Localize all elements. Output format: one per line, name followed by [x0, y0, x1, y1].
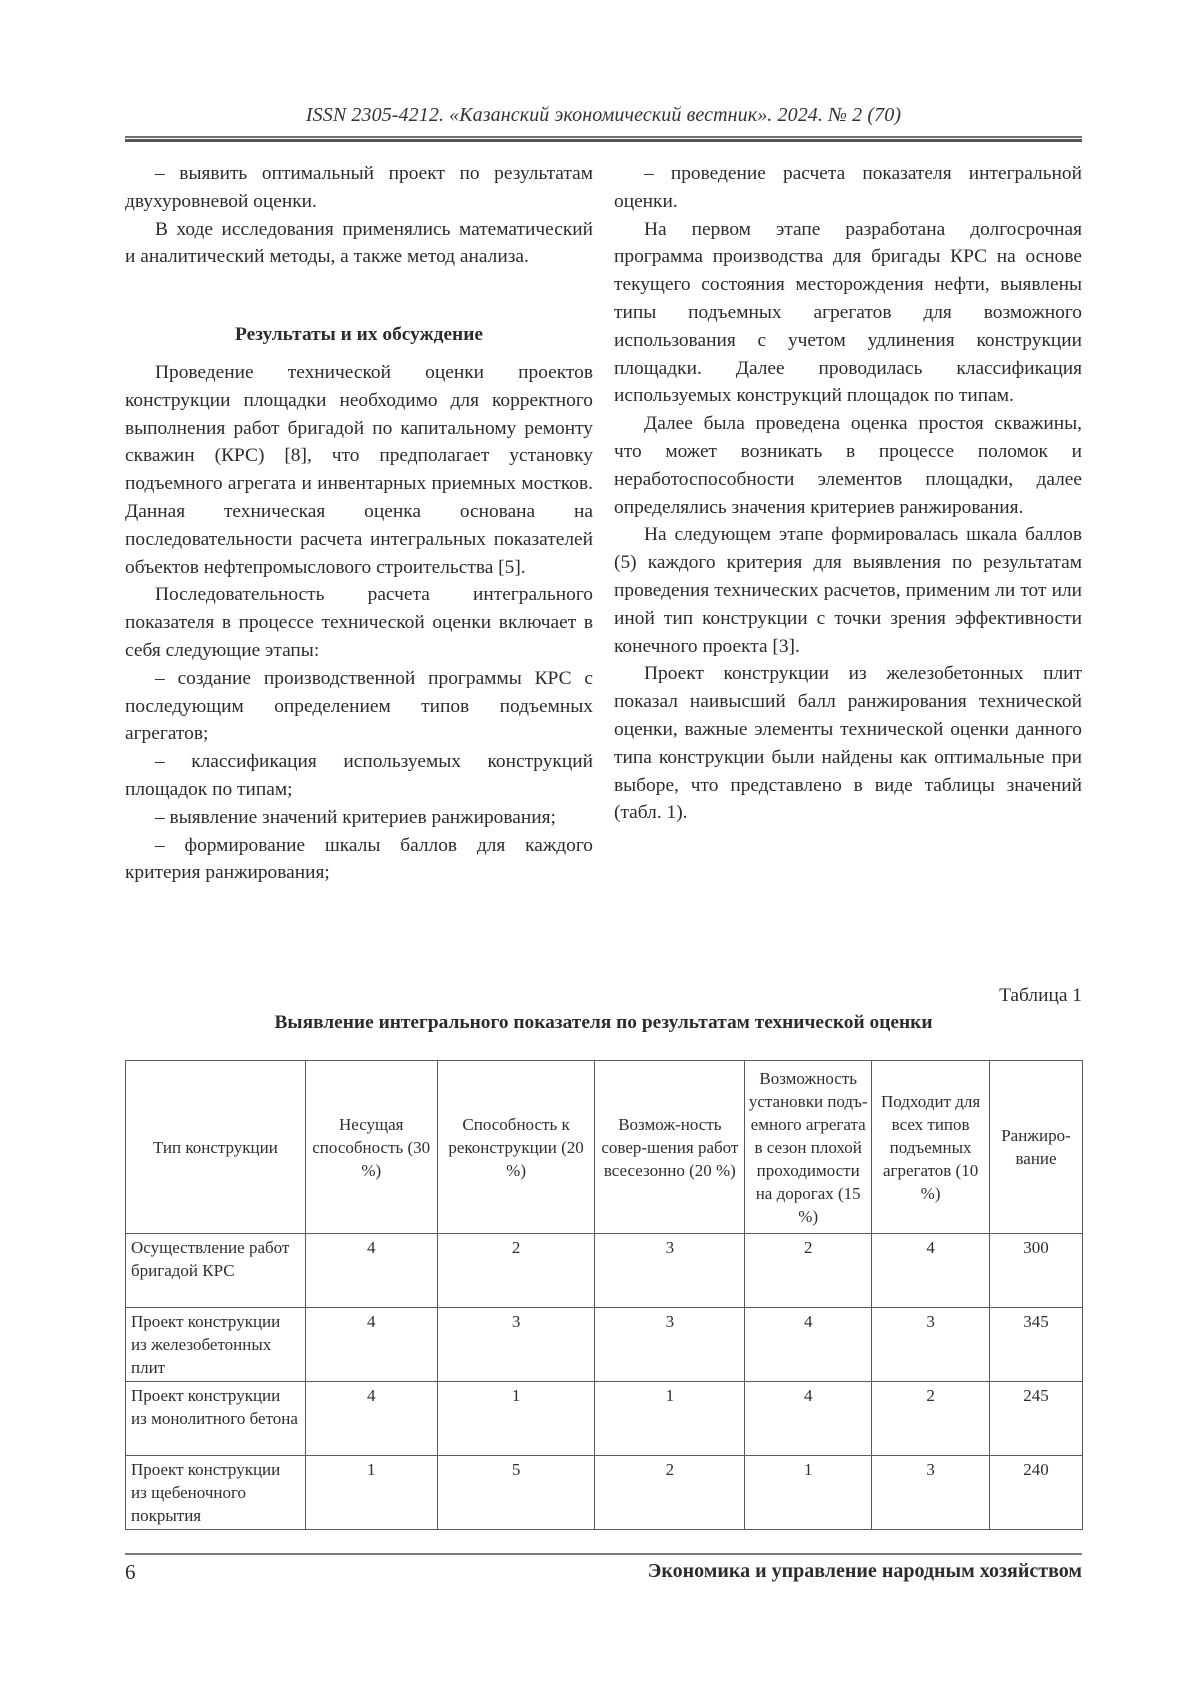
header-rule-thin	[125, 136, 1082, 138]
table-caption: Выявление интегрального показателя по результатам технической оценки	[274, 1012, 933, 1033]
cell-value: 4	[745, 1308, 872, 1382]
cell-value: 5	[437, 1456, 595, 1530]
table-header-row	[126, 1061, 1083, 1234]
cell-value: 3	[872, 1456, 990, 1530]
cell-value: 3	[437, 1308, 595, 1382]
table-row	[126, 1308, 1083, 1382]
cell-value: 1	[437, 1382, 595, 1456]
left-column	[125, 160, 593, 887]
paragraph: Последовательность расчета интегрального показателя в процессе технической оценки включает в себя следующие этапы:	[125, 584, 593, 661]
cell-value: 3	[595, 1234, 745, 1308]
column-header-load-capacity: Несущая способность (30 %)	[305, 1061, 437, 1234]
running-header: ISSN 2305-4212. «Казанский экономический вестник». 2024. № 2 (70)	[305, 104, 902, 126]
cell-value: 2	[745, 1234, 872, 1308]
cell-ranking: 245	[990, 1382, 1083, 1456]
table-row	[126, 1456, 1083, 1530]
row-name: Проект конструкции из железобетонных плит	[126, 1308, 306, 1382]
paragraph: Проект конструкции из железобетонных плит показал наивысший балл ранжирования технической оценки, важные элементы технической оценки данного типа конструкции были найдены как оптимальные при выборе, что представлено в виде таблицы значений (табл. 1).	[614, 663, 1082, 824]
paragraph: Далее была проведена оценка простоя скважины, что может возникать в процессе поломок и неработоспособности элементов площадки, далее определялись значения критериев ранжирования.	[614, 413, 1082, 518]
paragraph: На первом этапе разработана долгосрочная программа производства для бригады КРС на основе текущего состояния месторождения нефти, выявлены типы подъемных агрегатов для возможного использования с учетом удлинения конструкции площадки. Далее проводилась классификация используемых конструкций площадок по типам.	[614, 218, 1082, 407]
paragraph: Проведение технической оценки проектов конструкции площадки необходимо для корректного выполнения работ бригадой по капитальному ремонту скважин (КРС) [8], что предполагает установку подъемного агрегата и инвентарных приемных мостков. Данная техническая оценка основана на последовательности расчета интегральных показателей объектов нефтепромыслового строительства [5].	[125, 361, 593, 578]
cell-value: 1	[595, 1382, 745, 1456]
column-header-bad-roads: Возможность установки подъ-емного агрегата в сезон плохой проходимости на дорогах (15 %)	[745, 1061, 872, 1234]
list-item: – проведение расчета показателя интегральной оценки.	[614, 163, 1082, 212]
column-header-type: Тип конструкции	[126, 1061, 306, 1234]
list-item: – формирование шкалы баллов для каждого критерия ранжирования;	[125, 834, 593, 884]
cell-value: 4	[305, 1382, 437, 1456]
footer-rule	[125, 1553, 1082, 1555]
cell-ranking: 300	[990, 1234, 1083, 1308]
row-name: Проект конструкции из щебеночного покрытия	[126, 1456, 306, 1530]
header-double-rule	[125, 136, 1082, 142]
column-header-reconstruction: Способность к реконструкции (20 %)	[437, 1061, 595, 1234]
right-column	[614, 160, 1082, 827]
cell-value: 4	[872, 1234, 990, 1308]
cell-value: 4	[745, 1382, 872, 1456]
cell-ranking: 345	[990, 1308, 1083, 1382]
cell-value: 2	[437, 1234, 595, 1308]
list-item: – выявление значений критериев ранжирования;	[155, 806, 556, 828]
table-row	[126, 1382, 1083, 1456]
column-header-all-units: Подходит для всех типов подъемных агрегатов (10 %)	[872, 1061, 990, 1234]
paragraph: – выявить оптимальный проект по результатам двухуровневой оценки.	[125, 163, 593, 212]
cell-value: 2	[595, 1456, 745, 1530]
row-name: Осуществление работ бригадой КРС	[126, 1234, 306, 1308]
footer-section-title: Экономика и управление народным хозяйством	[647, 1560, 1082, 1582]
paragraph: На следующем этапе формировалась шкала баллов (5) каждого критерия для выявления по результатам проведения технических расчетов, применим ли тот или иной тип конструкции с точки зрения эффективности конечного проекта [3].	[614, 524, 1082, 657]
cell-value: 1	[305, 1456, 437, 1530]
cell-value: 3	[595, 1308, 745, 1382]
section-heading: Результаты и их обсуждение	[235, 324, 483, 346]
cell-value: 3	[872, 1308, 990, 1382]
list-item: – создание производственной программы КРС с последующим определением типов подъемных агрегатов;	[125, 667, 593, 745]
paragraph: В ходе исследования применялись математический и аналитический методы, а также метод анализа.	[125, 218, 593, 268]
header-rule-thick	[125, 139, 1082, 142]
cell-value: 4	[305, 1308, 437, 1382]
results-table	[125, 1060, 1083, 1530]
page-number: 6	[125, 1560, 136, 1584]
column-header-all-season: Возмож-ность совер-шения работ всесезонно (20 %)	[595, 1061, 745, 1234]
cell-ranking: 240	[990, 1456, 1083, 1530]
cell-value: 4	[305, 1234, 437, 1308]
table-row	[126, 1234, 1083, 1308]
list-item: – классификация используемых конструкций площадок по типам;	[125, 751, 593, 800]
cell-value: 2	[872, 1382, 990, 1456]
table-label: Таблица 1	[999, 985, 1082, 1006]
column-header-ranking: Ранжиро-вание	[990, 1061, 1083, 1234]
row-name: Проект конструкции из монолитного бетона	[126, 1382, 306, 1456]
cell-value: 1	[745, 1456, 872, 1530]
